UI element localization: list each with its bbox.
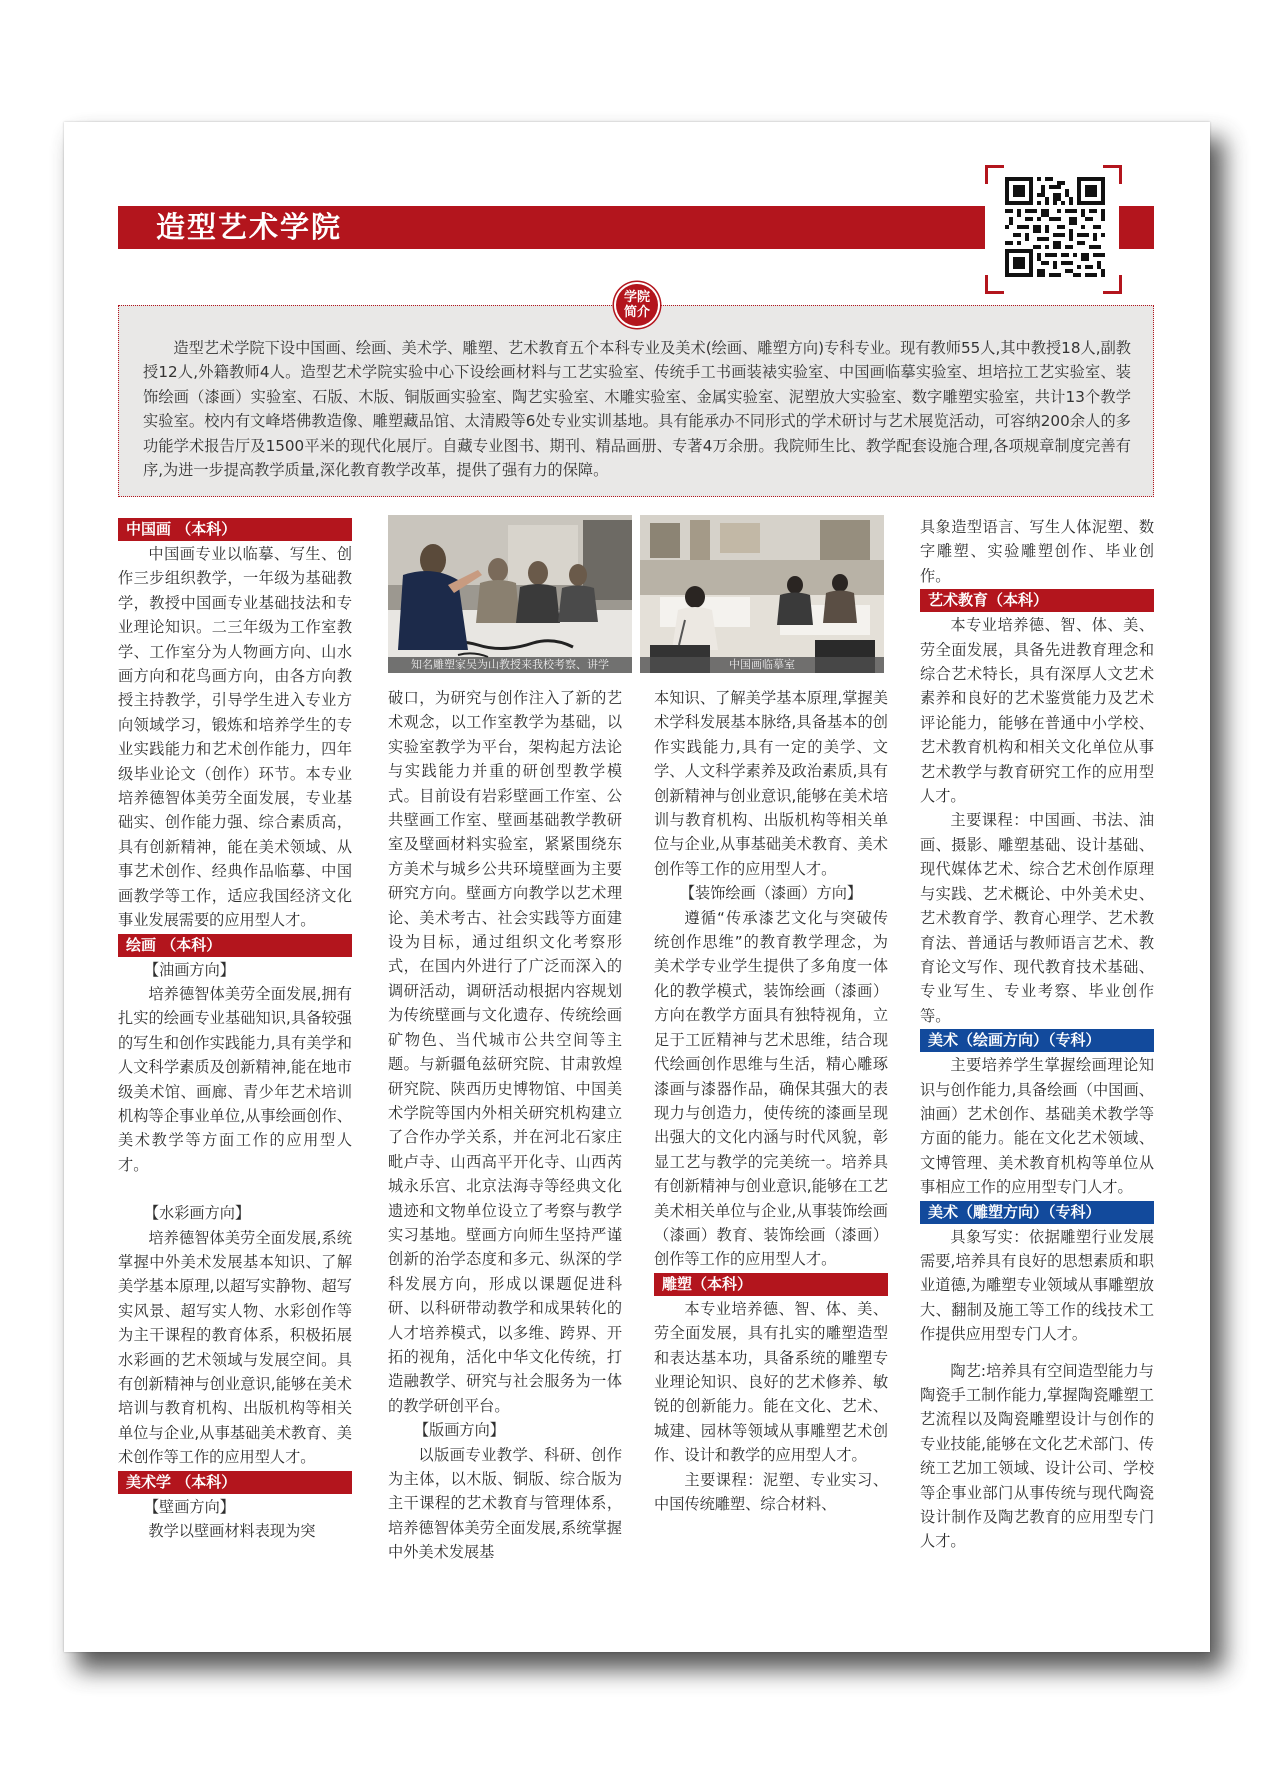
photo-lecture (388, 515, 632, 673)
subheading-shuicai: 【水彩画方向】 (143, 1204, 251, 1223)
section-header-huihua: 绘画 （本科） (118, 934, 352, 957)
column-2 (388, 686, 622, 1565)
text-shuicai: 培养德智体美劳全面发展,系统掌握中外美术发展基本知识、了解美学基本原理,以超写实静物、超写实风景、超写实人物、水彩创作等为主干课程的教育体系，积极拓展水彩画的艺术领域与发展空间。具有创新精神与创业意识,能够在美术培训与教育机构、出版机构等相关单位与企业,从事基础美术教育、美术创作等工作的应用型人才。 (118, 1228, 352, 1467)
spacer (920, 1347, 1154, 1359)
text-diaosu-course: 主要课程：泥塑、专业实习、中国传统雕塑、综合材料、 (654, 1470, 888, 1513)
photo-caption-1: 知名雕塑家吴为山教授来我校考察、讲学 (388, 657, 632, 673)
section-header-diaosu-zk: 美术（雕塑方向）（专科） (920, 1201, 1154, 1224)
text-huihua-zk: 主要培养学生掌握绘画理论知识与创作能力,具备绘画（中国画、油画）艺术创作、基础美术教学等方面的能力。能在文化艺术领域、文博管理、美术教育机构等单位从事相应工作的应用型专门人才。 (920, 1056, 1154, 1197)
section-header-huihua-zk: 美术（绘画方向）（专科） (920, 1029, 1154, 1052)
text-taoyi: 陶艺:培养具有空间造型能力与陶瓷手工制作能力,掌握陶瓷雕塑工艺流程以及陶瓷雕塑设计与创作的专业技能,能够在文化艺术部门、传统工艺加工领域、设计公司、学校等企事业部门从事传统与现代陶瓷设计制作及陶艺教育的应用型专门人才。 (920, 1361, 1154, 1551)
page-title: 造型艺术学院 (156, 210, 343, 244)
text-yishu-course: 主要课程：中国画、书法、油画、摄影、雕塑基础、设计基础、现代媒体艺术、综合艺术创作原理与实践、艺术概论、中外美术史、艺术教育学、教育心理学、艺术教育法、普通话与教师语言艺术、教育论文写作、现代教育技术基础、专业写生、专业考察、毕业创作等。 (920, 811, 1154, 1025)
text-guohua: 中国画专业以临摹、写生、创作三步组织教学，一年级为基础教学，教授中国画专业基础技法和专业理论知识。二三年级为工作室教学、工作室分为人物画方向、山水画方向和花鸟画方向，由各方向教授主持教学，引导学生进入专业方向领域学习，锻炼和培养学生的专业实践能力和艺术创作能力，四年级毕业论文（创作）环节。本专业培养德智体美劳全面发展，专业基础实、创作能力强、综合素质高，具有创新精神，能在美术领域、从事艺术创作、经典作品临摹、中国画教学等工作，适应我国经济文化事业发展需要的应用型人才。 (118, 545, 352, 930)
subheading-banhua: 【版画方向】 (413, 1421, 505, 1440)
spacer (118, 1177, 352, 1201)
text-diaosu: 本专业培养德、智、体、美、劳全面发展，具有扎实的雕塑造型和表达基本功，具备系统的雕塑专业理论知识、良好的艺术修养、敏锐的创新能力。能在文化、艺术、城建、园林等领域从事雕塑艺术创作、设计和教学的应用型人才。 (654, 1299, 888, 1465)
text-juxiang: 具象写实：依据雕塑行业发展需要,培养具有良好的思想素质和职业道德,为雕塑专业领域从事雕塑放大、翻制及施工等工作的线技术工作提供应用型专门人才。 (920, 1227, 1154, 1344)
text-banhua-cont: 本知识、了解美学基本原理,掌握美术学科发展基本脉络,具备基本的创作实践能力,具有一定的美学、文学、人文科学素养及政治素质,具有创新精神与创业意识,能够在美术培训与教育机构、出版机构等相关单位与企业,从事基础美术教育、美术创作等工作的应用型人才。 (654, 689, 888, 878)
text-yishu: 本专业培养德、智、体、美、劳全面发展，具备先进教育理念和综合艺术特长，具有深厚人文艺术素养和良好的艺术鉴赏能力及艺术评论能力，能够在普通中小学校、艺术教育机构和相关文化单位从事艺术教学与教育研究工作的应用型人才。 (920, 616, 1154, 806)
column-4 (920, 515, 1154, 1554)
subheading-bihua: 【壁画方向】 (143, 1497, 235, 1516)
photo-caption-2: 中国画临摹室 (640, 657, 884, 673)
subheading-zhuangshi: 【装饰绘画（漆画）方向】 (679, 884, 863, 903)
text-diaosu-course-cont: 具象造型语言、写生人体泥塑、数字雕塑、实验雕塑创作、毕业创作。 (920, 518, 1154, 585)
text-bihua-cont: 破口，为研究与创作注入了新的艺术观念，以工作室教学为基础，以实验室教学为平台，架构起方法论与实践能力并重的研创型教学模式。目前设有岩彩壁画工作室、公共壁画工作室、壁画基础教学教研室及壁画材料实验室，紧紧围绕东方美术与城乡公共环境壁画为主要研究方向。壁画方向教学以艺术理论、美术考古、社会实践等方面建设为目标，通过组织文化考察形式，在国内外进行了广泛而深入的调研活动，调研活动根据内容规划为传统壁画与文化遗存、传统绘画矿物色、当代城市公共空间等主题。与新疆龟兹研究院、甘肃敦煌研究院、陕西历史博物馆、中国美术学院等国内外相关研究机构建立了合作办学关系，并在河北石家庄毗卢寺、山西高平开化寺、山西芮城永乐宫、北京法海寺等经典文化遗迹和文物单位设立了考察与教学实习基地。壁画方向师生坚持严谨创新的治学态度和多元、纵深的学科发展方向，形成以课题促进科研、以科研带动教学和成果转化的人才培养模式，以多维、跨界、开拓的视角，活化中华文化传统，打造融教学、研究与社会服务为一体的教学研创平台。 (388, 689, 622, 1415)
photo-lecture-image (388, 515, 632, 673)
qr-corner-tl (985, 165, 1004, 184)
qr-code-icon[interactable] (1005, 177, 1105, 277)
text-banhua: 以版画专业教学、科研、创作为主体，以木版、铜版、综合版为主干课程的艺术教育与管理体系，培养德智体美劳全面发展,系统掌握中外美术发展基 (388, 1445, 622, 1562)
column-3 (654, 686, 888, 1516)
subheading-youhua: 【油画方向】 (143, 960, 235, 979)
badge-line2: 简介 (623, 305, 650, 320)
photo-classroom (640, 515, 884, 673)
qr-corner-br (1103, 275, 1122, 294)
intro-text: 造型艺术学院下设中国画、绘画、美术学、雕塑、艺术教育五个本科专业及美术(绘画、雕塑方向)专科专业。现有教师55人,其中教授18人,副教授12人,外籍教师4人。造型艺术学院实验中心下设绘画材料与工艺实验室、传统手工书画装裱实验室、中国画临摹实验室、坦培拉工艺实验室、装饰绘画（漆画）实验室、石版、木版、铜版画实验室、陶艺实验室、木雕实验室、金属实验室、泥塑放大实验室、数字雕塑实验室，共计13个教学实验室。校内有文峰塔佛教造像、雕塑藏品馆、太清殿等6处专业实训基地。具有能承办不同形式的学术研讨与艺术展览活动，可容纳200余人的多功能学术报告厅及1500平米的现代化展厅。自藏专业图书、期刊、精品画册、专著4万余册。我院师生比、教学配套设施合理,各项规章制度完善有序,为进一步提高教学质量,深化教育教学改革，提供了强有力的保障。 (143, 339, 1131, 480)
text-bihua-start: 教学以壁画材料表现为突 (148, 1522, 316, 1541)
section-header-guohua: 中国画 （本科） (118, 518, 352, 541)
text-youhua: 培养德智体美劳全面发展,拥有扎实的绘画专业基础知识,具备较强的写生和创作实践能力,具有美学和人文科学素质及创新精神,能在地市级美术馆、画廊、青少年艺术培训机构等企事业单位,从事绘画创作、美术教学等方面工作的应用型人才。 (118, 984, 352, 1174)
photo-classroom-image (640, 515, 884, 673)
badge-line1: 学院 (623, 290, 650, 305)
qr-corner-tr (1103, 165, 1122, 184)
intro-badge (616, 284, 658, 326)
section-header-yishu: 艺术教育（本科） (920, 589, 1154, 612)
section-header-diaosu: 雕塑（本科） (654, 1273, 888, 1296)
column-1 (118, 517, 352, 1543)
qr-corner-bl (985, 275, 1004, 294)
section-header-meishuxue: 美术学 （本科） (118, 1471, 352, 1494)
text-zhuangshi: 遵循“传承漆艺文化与突破传统创作思维”的教育教学理念，为美术学专业学生提供了多角度一体化的教学模式，装饰绘画（漆画）方向在教学方面具有独特视角，立足于工匠精神与艺术思维，结合现代绘画创作思维与生活，精心雕琢漆画与漆器作品，确保其强大的表现力与创造力，使传统的漆画呈现出强大的文化内涵与时代风貌，彰显工艺与教学的完美统一。培养具有创新精神与创业意识,能够在工艺美术相关单位与企业,从事装饰绘画（漆画）教育、装饰绘画（漆画）创作等工作的应用型人才。 (654, 908, 888, 1269)
